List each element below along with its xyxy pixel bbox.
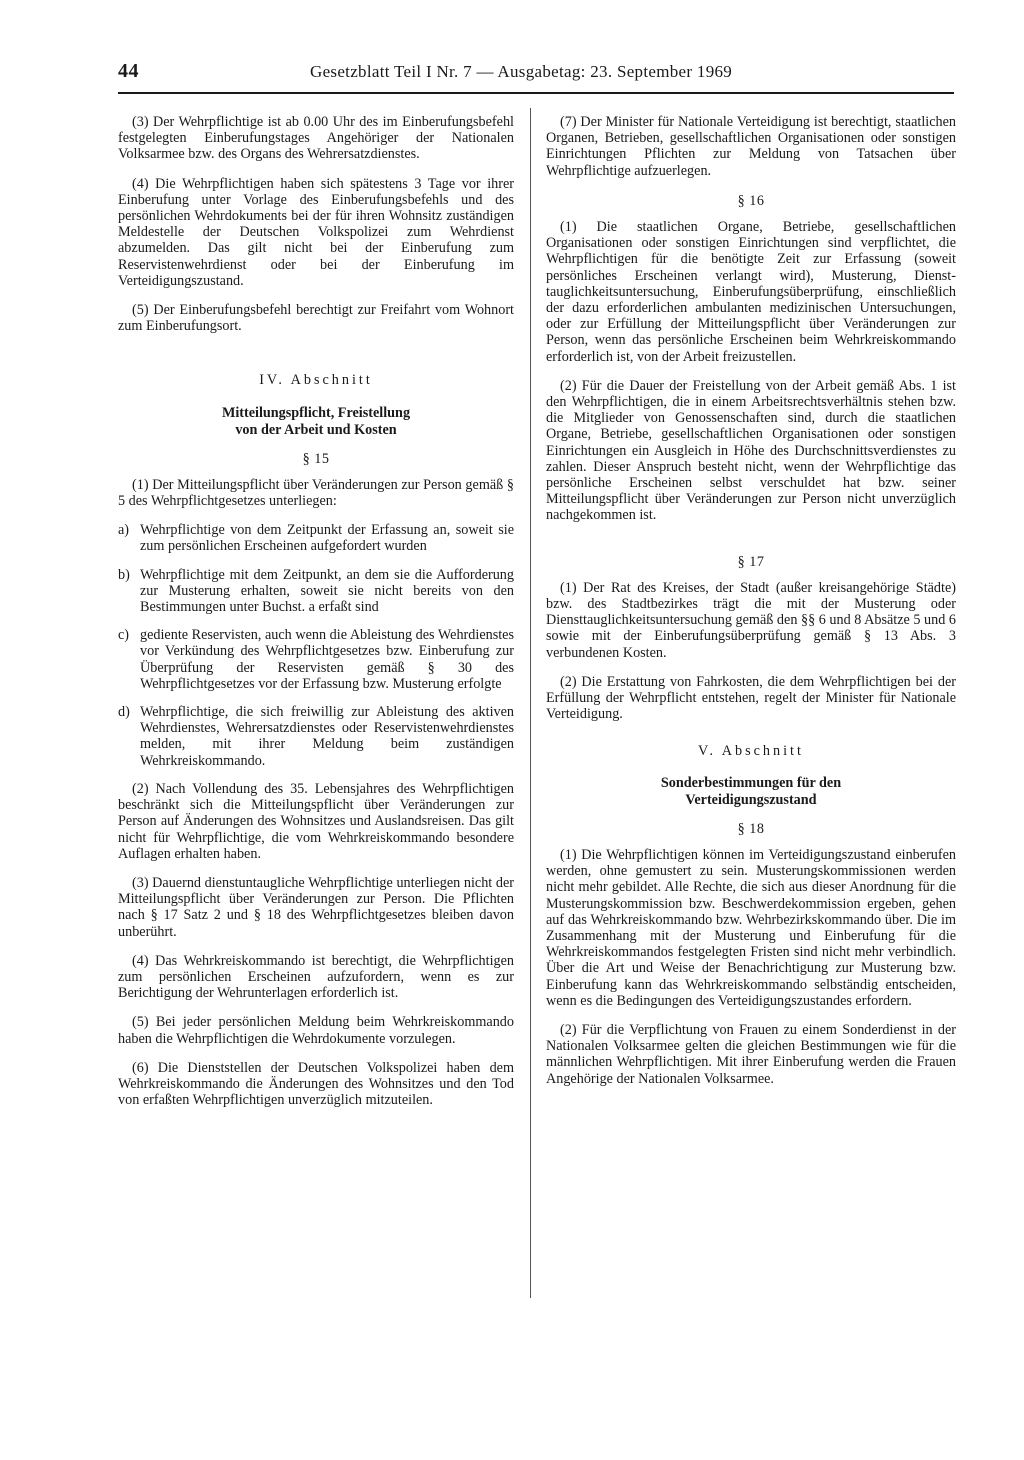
paragraph: (2) Für die Verpflichtung von Frauen zu einem Sonderdienst in der Nationalen Volksarmee gelten die gleichen Bestimmungen wie für die männlichen Wehrpflichtigen. Mit ihrer Einberufung werden die Frauen Angehörige der Nationalen Volksarmee. [546,1021,956,1087]
paragraph: (1) Der Rat des Kreises, der Stadt (außer kreisangehörige Städte) bzw. des Stadtbezirkes trägt die mit der Musterung oder Diensttauglichkeitsuntersuchung gemäß den §§ 6 und 8 Absätze 5 und 6 sowie mit der Einberufungsüberprüfung gemäß § 13 Abs. 3 verbundenen Kosten. [546,579,956,661]
paragraph: (1) Die staatlichen Organe, Betriebe, gesellschaftlichen Organisationen oder sonstigen Einrichtungen sind verpflichtet, die Wehrpflichtigen für die benötigte Zeit zur Erfassung (soweit persönliches Erscheinen verlangt wird), Musterung, Diensttauglichkeitsuntersuchung, Einberufungsüberprüfung, einschließlich der dazu erforderlichen ambulanten medizinischen Untersuchungen, oder zur Erfüllung der Mitteilungspflicht über Veränderungen zur Person, wenn das persönliche Erscheinen beim Wehrkreiskommando erforderlich ist, von der Arbeit freizustellen. [546,219,956,365]
paragraph: (1) Die Wehrpflichtigen können im Verteidigungszustand einberufen werden, ohne gemustert zu sein. Musterungskommissionen werden nicht mehr gebildet. Alle Rechte, die sich aus dieser Anordnung für die Musterungskommission bzw. Beschwerdekommission ergeben, gehen auf das Wehrkreiskommando bzw. Wehrbezirkskommando über. Die im Zusammenhang mit der Musterung und Einberufung für die Wehrkreiskommandos festgelegten Fristen sind nicht mehr verbindlich. Über die Art und Weise der Benachrichtigung zur Musterung bzw. Einberufung kann das Wehrkreiskommando selbständig entscheiden, wenn es die Bedingungen des Verteidigungszustandes erfordern. [546,846,956,1009]
right-column [546,114,956,1100]
left-column [118,114,514,1121]
section-title-line: von der Arbeit und Kosten [235,421,397,438]
section-title [118,405,514,439]
list-item [118,704,514,769]
list-item [118,627,514,692]
paragraph: (3) Dauernd dienstuntaugliche Wehrpflichtige unterliegen nicht der Mitteilungspflicht über Veränderungen zur Person. Die Pflichten nach § 17 Satz 2 und § 18 des Wehrpflichtgesetzes bleiben davon unberührt. [118,874,514,940]
paragraph-number: § 15 [302,450,330,467]
paragraph: (3) Der Wehrpflichtige ist ab 0.00 Uhr des im Einberufungsbefehl festgelegten Einberufungstages Angehöriger der Nationalen Volksarmee bzw. des Organs des Wehrersatzdienstes. [118,114,514,163]
section-title-line: Sonderbestimmungen für den [660,774,842,791]
paragraph: (5) Bei jeder persönlichen Meldung beim Wehrkreiskommando haben die Wehrpflichtigen die Wehrdokumente vorzulegen. [118,1014,514,1047]
paragraph-number: § 17 [737,553,765,570]
paragraph: (2) Nach Vollendung des 35. Lebensjahres des Wehrpflichtigen beschränkt sich die Mitteilungspflicht über Veränderungen zur Person auf Änderungen des Wohnsitzes und Auslandsreisen. Das gilt nicht für Wehrpflichtige, die vom Wehrkreiskommando besondere Auflagen erhalten haben. [118,780,514,862]
paragraph: (1) Der Mitteilungspflicht über Veränderungen zur Person gemäß § 5 des Wehrpflichtgesetzes unterliegen: [118,476,514,510]
paragraph: (2) Für die Dauer der Freistellung von der Arbeit gemäß Abs. 1 ist den Wehrpflichtigen, die in einem Arbeitsrechtsverhältnis stehen bzw. die Mitglieder von Genossenschaften sind, durch die staatlichen Organe, Betriebe, gesellschaftlichen Organisationen oder sonstigen Einrichtungen ein Ausgleich in Höhe des Durchschnittsverdienstes zu zahlen. Dieser Anspruch besteht nicht, wenn der Wehrpflichtige das persönliche Erscheinen selbst verschuldet hat bzw. seiner Mitteilungspflicht über Veränderungen zur Person nicht unverzüglich nachgekommen ist. [546,377,956,524]
list-text: Wehrpflichtige, die sich freiwillig zur Ableistung des aktiven Wehrdienstes, Wehrersatzdienstes oder Reservistenwehrdienstes melden, mit ihrer Meldung beim zuständigen Wehrkreiskommando. [140,704,514,769]
paragraph: (7) Der Minister für Nationale Verteidigung ist berechtigt, staatlichen Organen, Betrieben, gesellschaftlichen Organisationen oder sonstigen Einrichtungen Pflichten zur Meldung von Tatsachen über Wehrpflichtige aufzuerlegen. [546,114,956,179]
paragraph-number: § 18 [737,820,765,837]
page-header [118,56,954,94]
list-text: Wehrpflichtige von dem Zeitpunkt der Erfassung an, soweit sie zum persönlichen Erscheinen aufgefordert wurden [140,522,514,555]
paragraph: (4) Das Wehrkreiskommando ist berechtigt, die Wehrpflichtigen zum persönlichen Erscheinen aufzufordern, wenn es zur Berichtigung der Wehrunterlagen erforderlich ist. [118,952,514,1002]
list-item [118,522,514,554]
paragraph: (2) Die Erstattung von Fahrkosten, die dem Wehrpflichtigen bei der Erfüllung der Wehrpflicht entstehen, regelt der Minister für Nationale Verteidigung. [546,673,956,723]
section-heading: V. Abschnitt [698,742,804,759]
running-title: Gesetzblatt Teil I Nr. 7 — Ausgabetag: 23. September 1969 [310,62,733,81]
section-title-line: Mitteilungspflicht, Freistellung [221,404,411,421]
list-letter: b) [118,566,130,583]
list-text: gediente Reservisten, auch wenn die Ableistung des Wehrdienstes vor Verkündung des Wehrpflichtgesetzes bzw. Einberufung zur Überprüfung der Reservisten gemäß § 30 des Wehrpflichtgesetzes vor der Erfassung bzw. Musterung erfolgte [140,627,514,692]
paragraph: (4) Die Wehrpflichtigen haben sich spätestens 3 Tage vor ihrer Einberufung unter Vorlage des Einberufungsbefehls und des persönlichen Wehrdokuments bei der für ihren Wohnsitz zuständigen Meldestelle der Deutschen Volkspolizei zum Wehrdienst abzumelden. Das gilt nicht bei der Einberufung zum Reservistenwehrdienst oder bei der Einberufung im Verteidigungszustand. [118,175,514,289]
column-divider [530,108,531,1298]
paragraph: (6) Die Dienststellen der Deutschen Volkspolizei haben dem Wehrkreiskommando die Änderungen des Wohnsitzes und den Tod von erfaßten Wehrpflichtigen unverzüglich mitzuteilen. [118,1059,514,1109]
section-title [546,775,956,809]
section-heading: IV. Abschnitt [259,372,373,389]
list-text: Wehrpflichtige mit dem Zeitpunkt, an dem sie die Aufforderung zur Musterung erhalten, soweit sie nicht bereits von den Bestimmungen unter Buchst. a erfaßt sind [140,566,514,616]
paragraph-number: § 16 [737,192,765,209]
page-number: 44 [118,60,139,82]
enumerated-list [118,522,514,769]
list-item [118,567,514,616]
section-title-line: Verteidigungszustand [685,791,817,808]
list-letter: d) [118,704,130,721]
list-letter: c) [118,627,130,644]
list-letter: a) [118,522,130,539]
paragraph: (5) Der Einberufungsbefehl berechtigt zur Freifahrt vom Wohnort zum Einberufungsort. [118,302,514,335]
